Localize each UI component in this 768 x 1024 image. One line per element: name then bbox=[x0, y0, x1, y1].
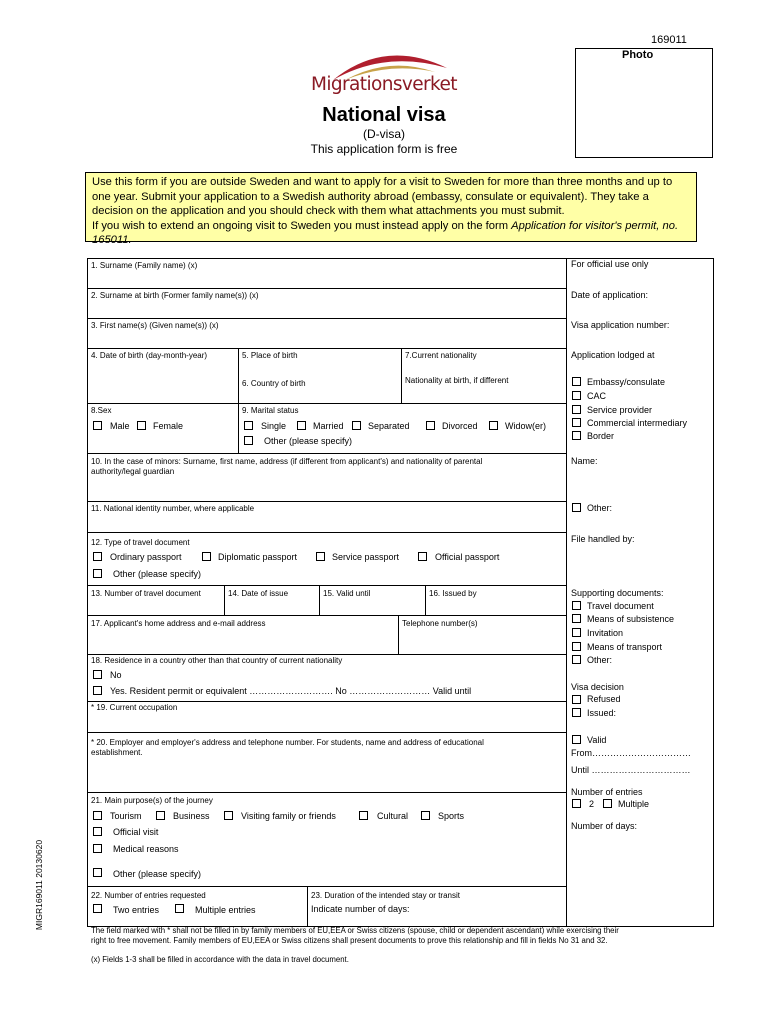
field-18-label: 18. Residence in a country other than that country of current nationality bbox=[91, 656, 343, 665]
residence-no-checkbox[interactable] bbox=[93, 670, 102, 679]
official-service-provider-checkbox[interactable] bbox=[572, 405, 581, 414]
logo-text: Migrationsverket bbox=[311, 74, 457, 95]
marital-other-checkbox[interactable] bbox=[244, 436, 253, 445]
official-embassy-label: Embassy/consulate bbox=[587, 377, 666, 387]
entries-multiple-checkbox[interactable] bbox=[175, 904, 184, 913]
official-other2-label: Other: bbox=[587, 655, 613, 665]
form-number: 169011 bbox=[651, 34, 687, 46]
marital-widow-label: Widow(er) bbox=[505, 421, 547, 431]
footer-note-1: The field marked with * shall not be filled in by family members of EU,EEA or Swiss citizens (spouse, child or dependent ascendant) while exercising their bbox=[91, 926, 619, 935]
field-5-label: 5. Place of birth bbox=[242, 351, 298, 360]
official-issued-label: Issued: bbox=[587, 708, 617, 718]
official-transport-checkbox[interactable] bbox=[572, 642, 581, 651]
purpose-sports-checkbox[interactable] bbox=[421, 811, 430, 820]
official-cac-label: CAC bbox=[587, 391, 607, 401]
purpose-sports-label: Sports bbox=[438, 811, 465, 821]
marital-married-label: Married bbox=[313, 421, 344, 431]
official-embassy-checkbox[interactable] bbox=[572, 377, 581, 386]
official-transport-label: Means of transport bbox=[587, 642, 663, 652]
field-9-label: 9. Marital status bbox=[242, 406, 299, 415]
purpose-medical-label: Medical reasons bbox=[113, 844, 179, 854]
entries-two-checkbox[interactable] bbox=[93, 904, 102, 913]
td-other-checkbox[interactable] bbox=[93, 569, 102, 578]
purpose-tourism-label: Tourism bbox=[110, 811, 142, 821]
sex-female-checkbox[interactable] bbox=[137, 421, 146, 430]
field-14-label: 14. Date of issue bbox=[228, 589, 289, 598]
purpose-other-checkbox[interactable] bbox=[93, 868, 102, 877]
td-ordinary-label: Ordinary passport bbox=[110, 552, 182, 562]
official-file-handled: File handled by: bbox=[571, 534, 635, 544]
field-21-label: 21. Main purpose(s) of the journey bbox=[91, 796, 213, 805]
field-13-label: 13. Number of travel document bbox=[91, 589, 201, 598]
td-other-label: Other (please specify) bbox=[113, 569, 202, 579]
marital-divorced-label: Divorced bbox=[442, 421, 478, 431]
purpose-cultural-label: Cultural bbox=[377, 811, 409, 821]
official-other1-label: Other: bbox=[587, 503, 613, 513]
field-20b-label: establishment. bbox=[91, 748, 143, 757]
side-form-code: MIGR169011 20130620 bbox=[34, 839, 44, 931]
marital-widow-checkbox[interactable] bbox=[489, 421, 498, 430]
official-entries-one-checkbox[interactable] bbox=[572, 799, 581, 808]
page-title: National visa bbox=[322, 104, 446, 126]
official-service-provider-label: Service provider bbox=[587, 405, 653, 415]
field-3-label: 3. First name(s) (Given name(s)) (x) bbox=[91, 321, 219, 330]
purpose-cultural-checkbox[interactable] bbox=[359, 811, 368, 820]
purpose-visiting-label: Visiting family or friends bbox=[241, 811, 336, 821]
td-service-checkbox[interactable] bbox=[316, 552, 325, 561]
field-6-label: 6. Country of birth bbox=[242, 379, 306, 388]
field-15-label: 15. Valid until bbox=[323, 589, 371, 598]
field-8-label: 8.Sex bbox=[91, 406, 112, 415]
purpose-business-label: Business bbox=[173, 811, 210, 821]
field-10-label: 10. In the case of minors: Surname, first name, address (if different from applicant's) and nationality of parental bbox=[91, 457, 483, 466]
marital-single-label: Single bbox=[261, 421, 287, 431]
notice-paragraph-1: Use this form if you are outside Sweden and want to apply for a visit to Sweden for more than three months and up to one year. Submit your application to a Swedish authority abroad (embassy, consulate or equivalent). They take a decision on the application and you should check with them what attachments you must submit. bbox=[92, 176, 673, 217]
page-subtitle: (D-visa) bbox=[363, 127, 405, 141]
official-border-label: Border bbox=[587, 431, 615, 441]
official-valid-label: Valid bbox=[587, 735, 607, 745]
official-travel-doc-checkbox[interactable] bbox=[572, 601, 581, 610]
official-invitation-checkbox[interactable] bbox=[572, 628, 581, 637]
official-subsistence-label: Means of subsistence bbox=[587, 614, 675, 624]
photo-box bbox=[575, 48, 713, 158]
field-4-label: 4. Date of birth (day-month-year) bbox=[91, 351, 208, 360]
field-19-label: * 19. Current occupation bbox=[91, 703, 178, 712]
purpose-other-label: Other (please specify) bbox=[113, 869, 202, 879]
sex-male-checkbox[interactable] bbox=[93, 421, 102, 430]
field-16-label: 16. Issued by bbox=[429, 589, 477, 598]
field-20-label: * 20. Employer and employer's address and telephone number. For students, name and address of educational bbox=[91, 738, 484, 747]
field-2-label: 2. Surname at birth (Former family name(s)) (x) bbox=[91, 291, 259, 300]
td-official-checkbox[interactable] bbox=[418, 552, 427, 561]
entries-two-label: Two entries bbox=[113, 905, 160, 915]
official-num-days: Number of days: bbox=[571, 821, 638, 831]
notice-paragraph-2: If you wish to extend an ongoing visit to Sweden you must instead apply on the form Application for visitor's permit, no. 165011. bbox=[92, 219, 679, 246]
official-issued-checkbox[interactable] bbox=[572, 708, 581, 717]
official-date-application: Date of application: bbox=[571, 290, 649, 300]
official-supporting-docs: Supporting documents: bbox=[571, 588, 664, 598]
official-num-entries: Number of entries bbox=[571, 787, 643, 797]
marital-other-label: Other (please specify) bbox=[264, 436, 353, 446]
marital-separated-checkbox[interactable] bbox=[352, 421, 361, 430]
purpose-business-checkbox[interactable] bbox=[156, 811, 165, 820]
residence-yes-checkbox[interactable] bbox=[93, 686, 102, 695]
official-entries-multiple-label: Multiple bbox=[618, 799, 650, 809]
purpose-visiting-checkbox[interactable] bbox=[224, 811, 233, 820]
official-valid-checkbox[interactable] bbox=[572, 735, 581, 744]
field-7b-label: Nationality at birth, if different bbox=[405, 376, 509, 385]
official-refused-checkbox[interactable] bbox=[572, 695, 581, 704]
td-ordinary-checkbox[interactable] bbox=[93, 552, 102, 561]
field-1-label: 1. Surname (Family name) (x) bbox=[91, 261, 198, 270]
sex-male-label: Male bbox=[110, 421, 130, 431]
footer-note-3: (x) Fields 1-3 shall be filled in accordance with the data in travel document. bbox=[91, 955, 349, 964]
purpose-official-label: Official visit bbox=[113, 827, 159, 837]
residence-yes-label: Yes. Resident permit or equivalent ………………………. No ……………………… Valid until bbox=[110, 686, 472, 696]
footer-note-2: right to free movement. Family members of EU,EEA or Swiss citizens shall present documents to prove this relationship and fill in fields No 31 and 32. bbox=[91, 936, 608, 945]
photo-label: Photo bbox=[622, 49, 654, 61]
marital-single-checkbox[interactable] bbox=[244, 421, 253, 430]
field-7-label: 7.Current nationality bbox=[405, 351, 477, 360]
td-diplomatic-label: Diplomatic passport bbox=[218, 552, 298, 562]
official-subsistence-checkbox[interactable] bbox=[572, 614, 581, 623]
purpose-tourism-checkbox[interactable] bbox=[93, 811, 102, 820]
official-other2-checkbox[interactable] bbox=[572, 655, 581, 664]
td-service-label: Service passport bbox=[332, 552, 400, 562]
official-name: Name: bbox=[571, 456, 598, 466]
marital-separated-label: Separated bbox=[368, 421, 410, 431]
td-diplomatic-checkbox[interactable] bbox=[202, 552, 211, 561]
field-12-label: 12. Type of travel document bbox=[91, 538, 190, 547]
marital-married-checkbox[interactable] bbox=[297, 421, 306, 430]
residence-no-label: No bbox=[110, 670, 122, 680]
entries-multiple-label: Multiple entries bbox=[195, 905, 256, 915]
official-invitation-label: Invitation bbox=[587, 628, 624, 638]
purpose-medical-checkbox[interactable] bbox=[93, 844, 102, 853]
instructions-notice bbox=[85, 172, 697, 246]
official-refused-label: Refused bbox=[587, 694, 621, 704]
official-entries-two-label: 2 bbox=[589, 799, 595, 809]
official-border-checkbox[interactable] bbox=[572, 431, 581, 440]
free-note: This application form is free bbox=[310, 142, 458, 156]
official-other1-checkbox[interactable] bbox=[572, 503, 581, 512]
field-23b-label: Indicate number of days: bbox=[311, 904, 410, 914]
official-divider bbox=[566, 258, 567, 927]
official-entries-two-checkbox[interactable] bbox=[603, 799, 612, 808]
official-commercial-label: Commercial intermediary bbox=[587, 418, 688, 428]
official-from: From…………………………… bbox=[571, 748, 691, 758]
official-until: Until …………………………… bbox=[571, 765, 691, 775]
official-visa-app-number: Visa application number: bbox=[571, 320, 670, 330]
official-lodged-at: Application lodged at bbox=[571, 350, 655, 360]
official-visa-decision: Visa decision bbox=[571, 682, 624, 692]
td-official-label: Official passport bbox=[435, 552, 500, 562]
official-header: For official use only bbox=[571, 259, 649, 269]
marital-divorced-checkbox[interactable] bbox=[426, 421, 435, 430]
official-commercial-checkbox[interactable] bbox=[572, 418, 581, 427]
field-23-label: 23. Duration of the intended stay or transit bbox=[311, 891, 460, 900]
official-cac-checkbox[interactable] bbox=[572, 391, 581, 400]
purpose-official-checkbox[interactable] bbox=[93, 827, 102, 836]
field-17-label: 17. Applicant's home address and e-mail address bbox=[91, 619, 266, 628]
official-travel-doc-label: Travel document bbox=[587, 601, 654, 611]
field-11-label: 11. National identity number, where applicable bbox=[91, 504, 255, 513]
field-17b-label: Telephone number(s) bbox=[402, 619, 478, 628]
sex-female-label: Female bbox=[153, 421, 184, 431]
field-22-label: 22. Number of entries requested bbox=[91, 891, 206, 900]
field-10b-label: authority/legal guardian bbox=[91, 467, 175, 476]
